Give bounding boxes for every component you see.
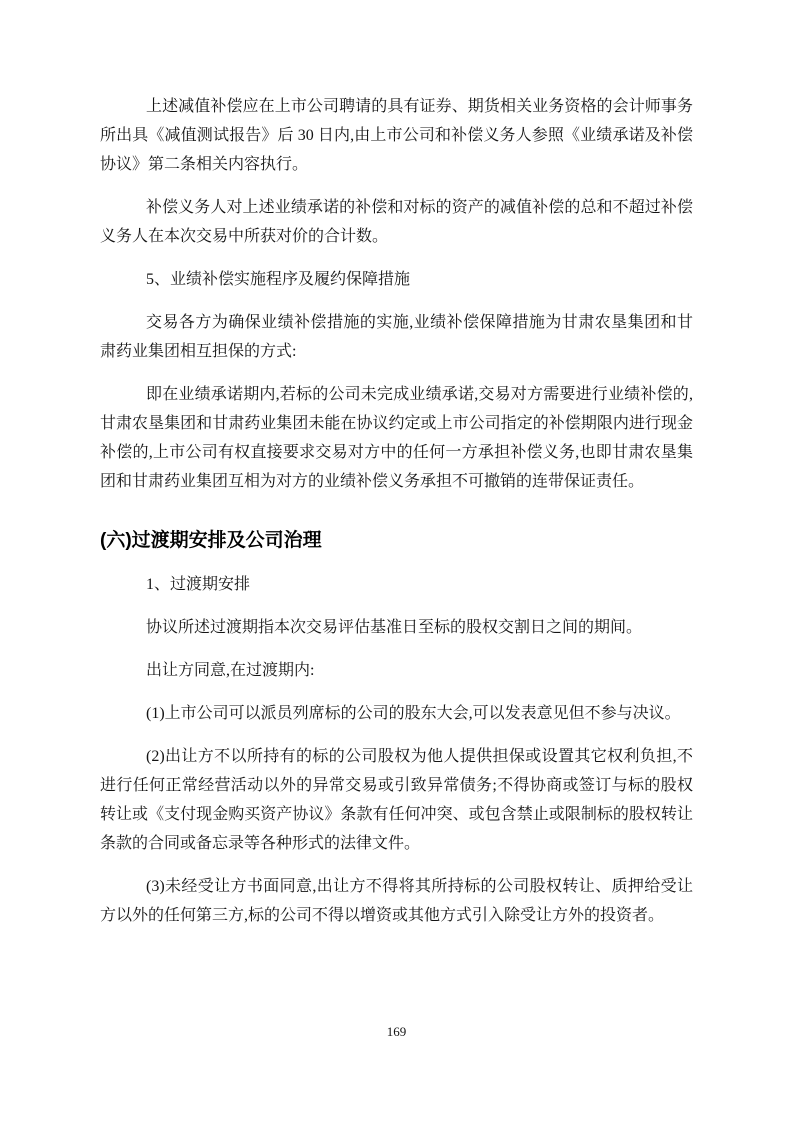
paragraph-compensation-cap: 补偿义务人对上述业绩承诺的补偿和对标的资产的减值补偿的总和不超过补偿义务人在本次交易中所获对价的合计数。 (100, 199, 693, 245)
section-heading-transition-period: (六)过渡期安排及公司治理 (100, 530, 322, 551)
paragraph-item-2: (2)出让方不以所持有的标的公司股权为他人提供担保或设置其它权利负担,不进行任何正常经营活动以外的异常交易或引致异常债务;不得协商或签订与标的股权转让或《支付现金购买资产协议》条款有任何冲突、或包含禁止或限制标的股权转让条款的合同或备忘录等各种形式的法律文件。 (100, 748, 693, 852)
numbered-heading-5: 5、业绩补偿实施程序及履约保障措施 (146, 271, 411, 288)
paragraph-impairment-compensation: 上述减值补偿应在上市公司聘请的具有证券、期货相关业务资格的会计师事务所出具《减值测试报告》后 30 日内,由上市公司和补偿义务人参照《业绩承诺及补偿协议》第二条相关内容执行。 (100, 98, 693, 173)
numbered-heading-1: 1、过渡期安排 (146, 576, 251, 593)
page-number: 169 (386, 1024, 407, 1039)
paragraph-mutual-guarantee-intro: 交易各方为确保业绩补偿措施的实施,业绩补偿保障措施为甘肃农垦集团和甘肃药业集团相互担保的方式: (100, 314, 693, 360)
paragraph-item-1: (1)上市公司可以派员列席标的公司的股东大会,可以发表意见但不参与决议。 (146, 705, 681, 722)
paragraph-item-3: (3)未经受让方书面同意,出让方不得将其所持标的公司股权转让、质押给受让方以外的任何第三方,标的公司不得以增资或其他方式引入除受让方外的投资者。 (100, 878, 693, 924)
paragraph-transition-definition: 协议所述过渡期指本次交易评估基准日至标的股权交割日之间的期间。 (146, 619, 643, 636)
paragraph-mutual-guarantee-detail: 即在业绩承诺期内,若标的公司未完成业绩承诺,交易对方需要进行业绩补偿的,甘肃农垦集团和甘肃药业集团未能在协议约定或上市公司指定的补偿期限内进行现金补偿的,上市公司有权直接要求交易对方中的任何一方承担补偿义务,也即甘肃农垦集团和甘肃药业集团互相为对方的业绩补偿义务承担不可撤销的连带保证责任。 (100, 386, 693, 490)
paragraph-transferor-agrees: 出让方同意,在过渡期内: (146, 662, 315, 679)
